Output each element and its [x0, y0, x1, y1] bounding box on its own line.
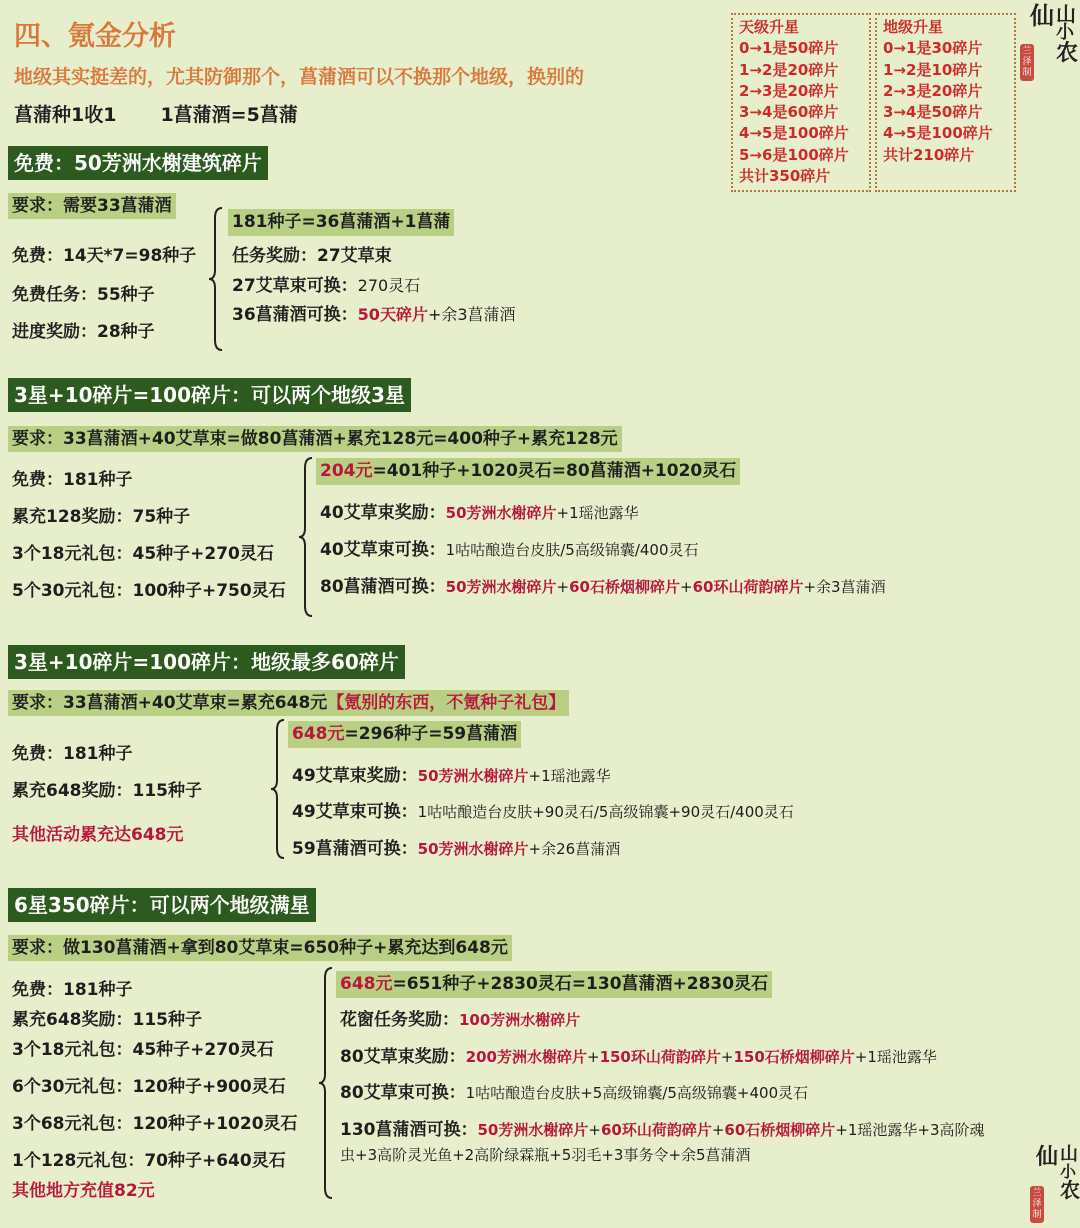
section1-wine-red: 50天碎片	[357, 305, 428, 324]
section2-header: 3星+10碎片=100碎片：可以两个地级3星	[8, 378, 411, 412]
section2-left-item: 免费：181种子	[12, 470, 133, 490]
section4-wine-red2: 60环山荷韵碎片	[600, 1121, 712, 1139]
section4-left-item: 累充648奖励：115种子	[12, 1010, 202, 1030]
section2-reward-rest: +1瑶池露华	[556, 504, 639, 522]
logo-top	[1030, 1, 1079, 66]
di-upgrade-title: 地级升星	[883, 18, 944, 36]
section3-req-text: 要求：33菖蒲酒+40艾草束=累充648元	[12, 693, 328, 713]
section2-requirement: 要求：33菖蒲酒+40艾草束=做80菖蒲酒+累充128元=400种子+累充128元	[8, 426, 622, 452]
section2-cost-red: 204元	[320, 461, 373, 481]
tian-upgrade-title: 天级升星	[739, 18, 800, 36]
section1-requirement: 要求：需要33菖蒲酒	[8, 193, 176, 219]
intro-note: 地级其实挺差的，尤其防御那个，菖蒲酒可以不换那个地级，换别的	[14, 66, 585, 88]
section4-left-item: 3个18元礼包：45种子+270灵石	[12, 1040, 274, 1060]
section4-wine-line	[340, 1115, 985, 1140]
section4-wine-red3: 60石桥烟柳碎片	[724, 1121, 836, 1139]
section4-cost-line	[336, 971, 772, 998]
section3-left-item: 累充648奖励：115种子	[12, 781, 202, 801]
logo-stamp-bottom: 兰泽制	[1030, 1186, 1044, 1223]
logo-char: 山	[1056, 2, 1076, 26]
section1-brace	[208, 206, 230, 352]
logo-char: 农	[1056, 40, 1079, 66]
section3-reward-rest: +1瑶池露华	[528, 767, 611, 785]
section2-wine-label: 80菖蒲酒可换：	[320, 577, 446, 597]
section1-left-item: 进度奖励：28种子	[12, 322, 155, 342]
section4-reward-label: 80艾草束奖励：	[340, 1047, 466, 1067]
section4-left-item: 3个68元礼包：120种子+1020灵石	[12, 1114, 298, 1134]
section4-requirement: 要求：做130菖蒲酒+拿到80艾草束=650种子+累充达到648元	[8, 935, 512, 961]
section2-left-item: 3个18元礼包：45种子+270灵石	[12, 544, 274, 564]
section3-cost-rest: =296种子=59菖蒲酒	[344, 724, 518, 744]
section1-exchange-label: 27艾草束可换：	[232, 276, 358, 296]
section3-cost-line	[288, 721, 521, 748]
section3-wine-label: 59菖蒲酒可换：	[292, 839, 418, 859]
section3-exchange-label: 49艾草束可换：	[292, 802, 418, 822]
tian-upgrade-line: 0→1是50碎片	[739, 39, 839, 58]
section3-requirement	[8, 690, 569, 716]
section2-exchange-line	[320, 535, 699, 560]
section4-reward-rest: +1瑶池露华	[854, 1048, 937, 1066]
section4-left-red: 其他地方充值82元	[12, 1181, 155, 1201]
tian-upgrade-line: 3→4是60碎片	[739, 103, 839, 122]
wine-note: 1菖蒲酒=5菖蒲	[160, 104, 298, 126]
logo-stamp-top: 兰泽制	[1020, 44, 1034, 81]
plus-sign: +	[680, 578, 693, 596]
plus-sign: +	[711, 1121, 725, 1139]
section1-wine-line	[232, 300, 516, 325]
di-upgrade-line: 2→3是20碎片	[883, 81, 983, 100]
section3-reward-line	[292, 761, 611, 786]
section1-seed-total: 181种子=36菖蒲酒+1菖蒲	[228, 209, 454, 236]
logo-char: 农	[1060, 1178, 1080, 1202]
di-upgrade-line: 4→5是100碎片	[883, 124, 993, 143]
tian-upgrade-line: 5→6是100碎片	[739, 145, 849, 164]
section4-wine-continued: 虫+3高阶灵光鱼+2高阶绿霖瓶+5羽毛+3事务令+余5菖蒲酒	[340, 1146, 751, 1164]
tian-upgrade-total: 共计350碎片	[739, 167, 831, 186]
section1-exchange-value: 270灵石	[357, 276, 421, 295]
section2-wine-red1: 50芳洲水榭碎片	[445, 578, 557, 596]
section4-wine-label: 130菖蒲酒可换：	[340, 1120, 478, 1140]
di-upgrade-total: 共计210碎片	[883, 145, 975, 164]
tian-upgrade-box	[731, 13, 871, 192]
section3-reward-label: 49艾草束奖励：	[292, 766, 418, 786]
section1-exchange-line	[232, 271, 420, 296]
section4-reward-red2: 150环山荷韵碎片	[599, 1048, 721, 1066]
section4-exchange-value: 1咕咕酿造台皮肤+5高级锦囊/5高级锦囊+400灵石	[465, 1084, 809, 1102]
section4-reward-red3: 150石桥烟柳碎片	[733, 1048, 855, 1066]
logo-char: 仙	[1036, 1144, 1059, 1170]
section2-left-item: 5个30元礼包：100种子+750灵石	[12, 581, 286, 601]
plus-sign: +	[588, 1121, 601, 1139]
section2-reward-label: 40艾草束奖励：	[320, 503, 446, 523]
tian-upgrade-line: 1→2是20碎片	[739, 60, 839, 79]
section2-wine-line	[320, 572, 886, 597]
logo-char: 小	[1060, 1162, 1077, 1181]
section4-reward-red1: 200芳洲水榭碎片	[465, 1048, 587, 1066]
plus-sign: +	[556, 578, 570, 596]
section3-reward-red: 50芳洲水榭碎片	[417, 767, 529, 785]
section3-exchange-line	[292, 797, 794, 822]
section2-wine-rest: +余3菖蒲酒	[803, 578, 886, 596]
section1-left-item: 免费：14天*7=98种子	[12, 246, 197, 266]
section4-cost-rest: =651种子+2830灵石=130菖蒲酒+2830灵石	[392, 974, 769, 994]
tian-upgrade-line: 2→3是20碎片	[739, 81, 839, 100]
section3-wine-line	[292, 834, 620, 859]
plus-sign: +	[720, 1048, 734, 1066]
section1-task-reward: 任务奖励：27艾草束	[232, 246, 392, 266]
section3-left-item: 免费：181种子	[12, 744, 133, 764]
section2-cost-line	[316, 458, 740, 485]
section4-reward-line	[340, 1042, 937, 1067]
section4-cost-red: 648元	[340, 974, 393, 994]
plus-sign: +	[586, 1048, 600, 1066]
section4-exchange-label: 80艾草束可换：	[340, 1083, 466, 1103]
section3-wine-rest: +余26菖蒲酒	[528, 840, 621, 858]
section2-exchange-value: 1咕咕酿造台皮肤/5高级锦囊/400灵石	[445, 541, 699, 559]
section4-wine-red1: 50芳洲水榭碎片	[477, 1121, 589, 1139]
section2-exchange-label: 40艾草束可换：	[320, 540, 446, 560]
di-upgrade-line: 3→4是50碎片	[883, 103, 983, 122]
section3-exchange-value: 1咕咕酿造台皮肤+90灵石/5高级锦囊+90灵石/400灵石	[417, 803, 794, 821]
section3-req-red: 【氪别的东西，不氪种子礼包】	[327, 693, 566, 713]
di-upgrade-line: 1→2是10碎片	[883, 60, 983, 79]
section2-wine-red3: 60环山荷韵碎片	[692, 578, 804, 596]
section1-left-item: 免费任务：55种子	[12, 285, 155, 305]
section2-cost-rest: =401种子+1020灵石=80菖蒲酒+1020灵石	[372, 461, 737, 481]
section4-task-line	[340, 1005, 580, 1030]
logo-char: 仙	[1030, 1, 1054, 30]
section4-left-item: 免费：181种子	[12, 980, 133, 1000]
section4-task-red: 100芳洲水榭碎片	[459, 1011, 581, 1029]
section4-left-item: 6个30元礼包：120种子+900灵石	[12, 1077, 286, 1097]
section3-left-red: 其他活动累充达648元	[12, 825, 184, 845]
di-upgrade-box	[875, 13, 1016, 192]
section2-reward-red: 50芳洲水榭碎片	[445, 504, 557, 522]
section1-wine-label: 36菖蒲酒可换：	[232, 305, 358, 325]
section4-header: 6星350碎片：可以两个地级满星	[8, 888, 316, 922]
section1-header: 免费：50芳洲水榭建筑碎片	[8, 146, 268, 180]
di-upgrade-line: 0→1是30碎片	[883, 39, 983, 58]
logo-char: 小	[1056, 22, 1074, 43]
section1-wine-rest: +余3菖蒲酒	[427, 305, 516, 324]
section4-exchange-line	[340, 1078, 808, 1103]
section2-reward-line	[320, 498, 639, 523]
section4-wine-rest: +1瑶池露华+3高阶魂	[835, 1121, 985, 1139]
section2-left-item: 累充128奖励：75种子	[12, 507, 191, 527]
section4-left-item: 1个128元礼包：70种子+640灵石	[12, 1151, 286, 1171]
page-title: 四、氪金分析	[14, 21, 176, 52]
tian-upgrade-line: 4→5是100碎片	[739, 124, 849, 143]
seed-note: 菖蒲种1收1	[14, 104, 117, 126]
conversion-notes	[14, 100, 342, 127]
section4-brace	[318, 966, 340, 1200]
logo-char: 山	[1060, 1144, 1079, 1165]
section2-wine-red2: 60石桥烟柳碎片	[569, 578, 680, 596]
section3-cost-red: 648元	[292, 724, 345, 744]
section3-wine-red: 50芳洲水榭碎片	[417, 840, 529, 858]
section4-task-label: 花窗任务奖励：	[340, 1010, 459, 1030]
section3-header: 3星+10碎片=100碎片：地级最多60碎片	[8, 645, 405, 679]
